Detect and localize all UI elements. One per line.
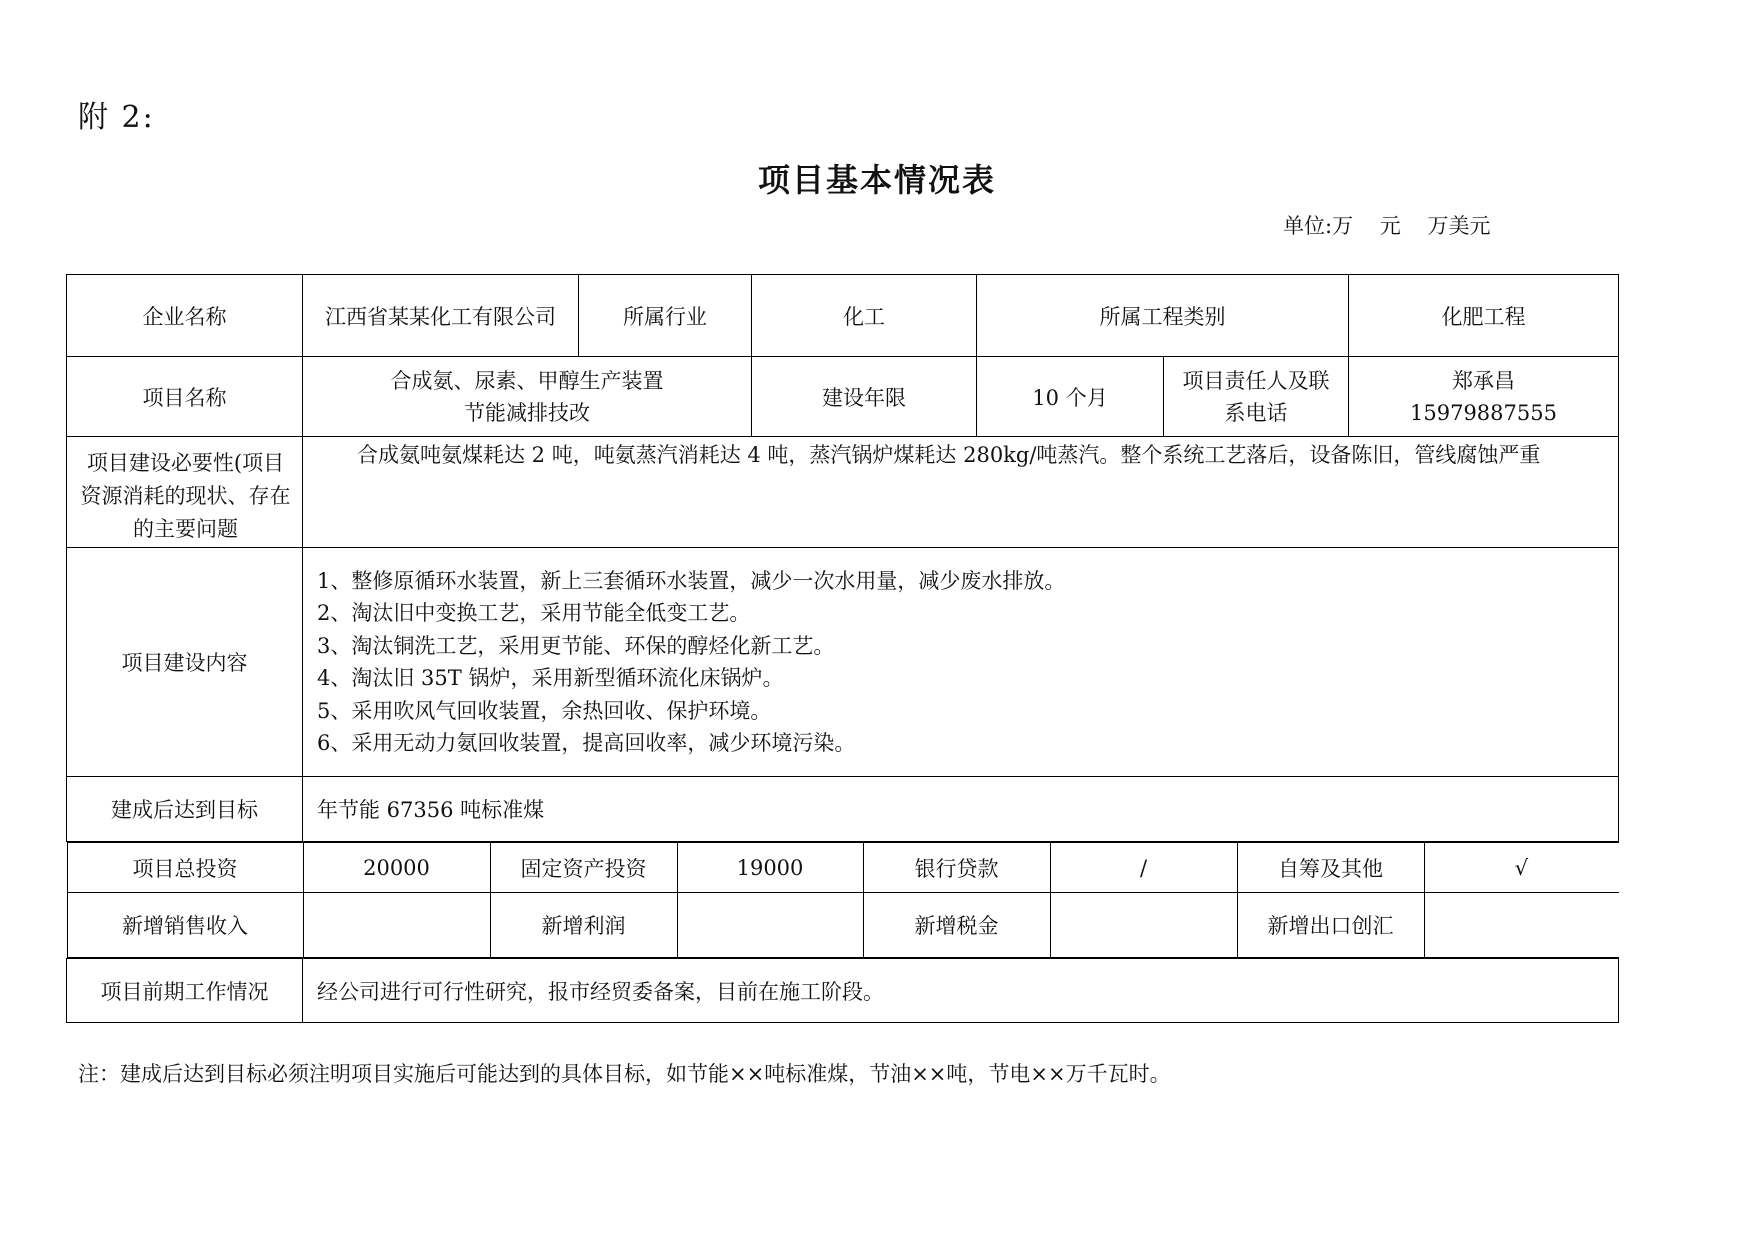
row-revenue (67, 893, 1619, 958)
fixed-asset-value: 19000 (677, 843, 863, 893)
row-project-name (67, 357, 1619, 437)
row-investment (67, 843, 1619, 893)
contact-label-line1: 项目责任人及联 (1182, 368, 1330, 393)
prework-label: 项目前期工作情况 (67, 959, 303, 1023)
category-label: 所属工程类别 (977, 275, 1349, 357)
content-value (303, 548, 1619, 777)
footnote: 注：建成后达到目标必须注明项目实施后可能达到的具体目标，如节能××吨标准煤，节油××吨，节电××万千瓦时。 (78, 1062, 1171, 1086)
content-item: 6、采用无动力氨回收装置，提高回收率，减少环境污染。 (317, 731, 856, 755)
project-name-line2: 节能减排技改 (464, 400, 590, 425)
new-export-value (1424, 893, 1619, 958)
bank-loan-label: 银行贷款 (863, 843, 1050, 893)
duration-value: 10 个月 (977, 357, 1164, 437)
unit-label: 单位:万 元 万美元 (1283, 214, 1491, 238)
project-name-label: 项目名称 (67, 357, 303, 437)
necessity-label (67, 437, 303, 548)
project-name-value (303, 357, 752, 437)
investment-revenue-cell (67, 842, 1619, 959)
necessity-label-line3: 的主要问题 (133, 517, 238, 541)
necessity-value-cell (303, 437, 1619, 548)
category-value: 化肥工程 (1349, 275, 1619, 357)
necessity-value: 合成氨吨氨煤耗达 2 吨，吨氨蒸汽消耗达 4 吨，蒸汽锅炉煤耗达 280kg/吨蒸汽。整个系统工艺落后，设备陈旧，管线腐蚀严重 (357, 443, 1541, 467)
necessity-label-line2: 资源消耗的现状、存在 (80, 484, 291, 508)
industry-value: 化工 (752, 275, 977, 357)
content-item: 2、淘汰旧中变换工艺，采用节能全低变工艺。 (317, 601, 751, 625)
new-profit-label: 新增利润 (490, 893, 677, 958)
new-tax-label: 新增税金 (863, 893, 1050, 958)
new-profit-value (677, 893, 863, 958)
duration-label: 建设年限 (752, 357, 977, 437)
new-export-label: 新增出口创汇 (1237, 893, 1424, 958)
target-value: 年节能 67356 吨标准煤 (303, 777, 1619, 842)
content-list (303, 565, 1618, 760)
self-funded-value: √ (1424, 843, 1619, 893)
new-tax-value (1050, 893, 1237, 958)
investment-revenue-table (67, 842, 1619, 958)
company-label: 企业名称 (67, 275, 303, 357)
row-target (67, 777, 1619, 842)
industry-label: 所属行业 (579, 275, 752, 357)
row-investment-revenue (67, 842, 1619, 959)
contact-name: 郑承昌 (1452, 368, 1515, 393)
project-info-table (66, 274, 1619, 1023)
target-label: 建成后达到目标 (67, 777, 303, 842)
fixed-asset-label: 固定资产投资 (490, 843, 677, 893)
contact-label (1164, 357, 1349, 437)
content-item: 5、采用吹风气回收装置，余热回收、保护环境。 (317, 698, 772, 723)
necessity-label-line1: 项目建设必要性(项目 (86, 451, 285, 475)
content-item: 1、整修原循环水装置，新上三套循环水装置，减少一次水用量，减少废水排放。 (317, 568, 1066, 593)
prework-value: 经公司进行可行性研究，报市经贸委备案，目前在施工阶段。 (303, 959, 1619, 1023)
self-funded-label: 自筹及其他 (1237, 843, 1424, 893)
attachment-label: 附 2: (78, 100, 155, 135)
row-content (67, 548, 1619, 777)
contact-value (1349, 357, 1619, 437)
new-sales-label: 新增销售收入 (67, 893, 303, 958)
row-company (67, 275, 1619, 357)
content-item: 4、淘汰旧 35T 锅炉，采用新型循环流化床锅炉。 (317, 666, 784, 690)
row-necessity (67, 437, 1619, 548)
company-value: 江西省某某化工有限公司 (303, 275, 579, 357)
bank-loan-value: / (1050, 843, 1237, 893)
total-investment-value: 20000 (303, 843, 490, 893)
total-investment-label: 项目总投资 (67, 843, 303, 893)
contact-phone: 15979887555 (1410, 400, 1557, 425)
contact-label-line2: 系电话 (1224, 400, 1288, 425)
row-prework (67, 959, 1619, 1023)
project-name-line1: 合成氨、尿素、甲醇生产装置 (390, 368, 664, 393)
form-title: 项目基本情况表 (757, 161, 996, 199)
content-item: 3、淘汰铜洗工艺，采用更节能、环保的醇烃化新工艺。 (317, 633, 835, 658)
content-label: 项目建设内容 (67, 548, 303, 777)
new-sales-value (303, 893, 490, 958)
